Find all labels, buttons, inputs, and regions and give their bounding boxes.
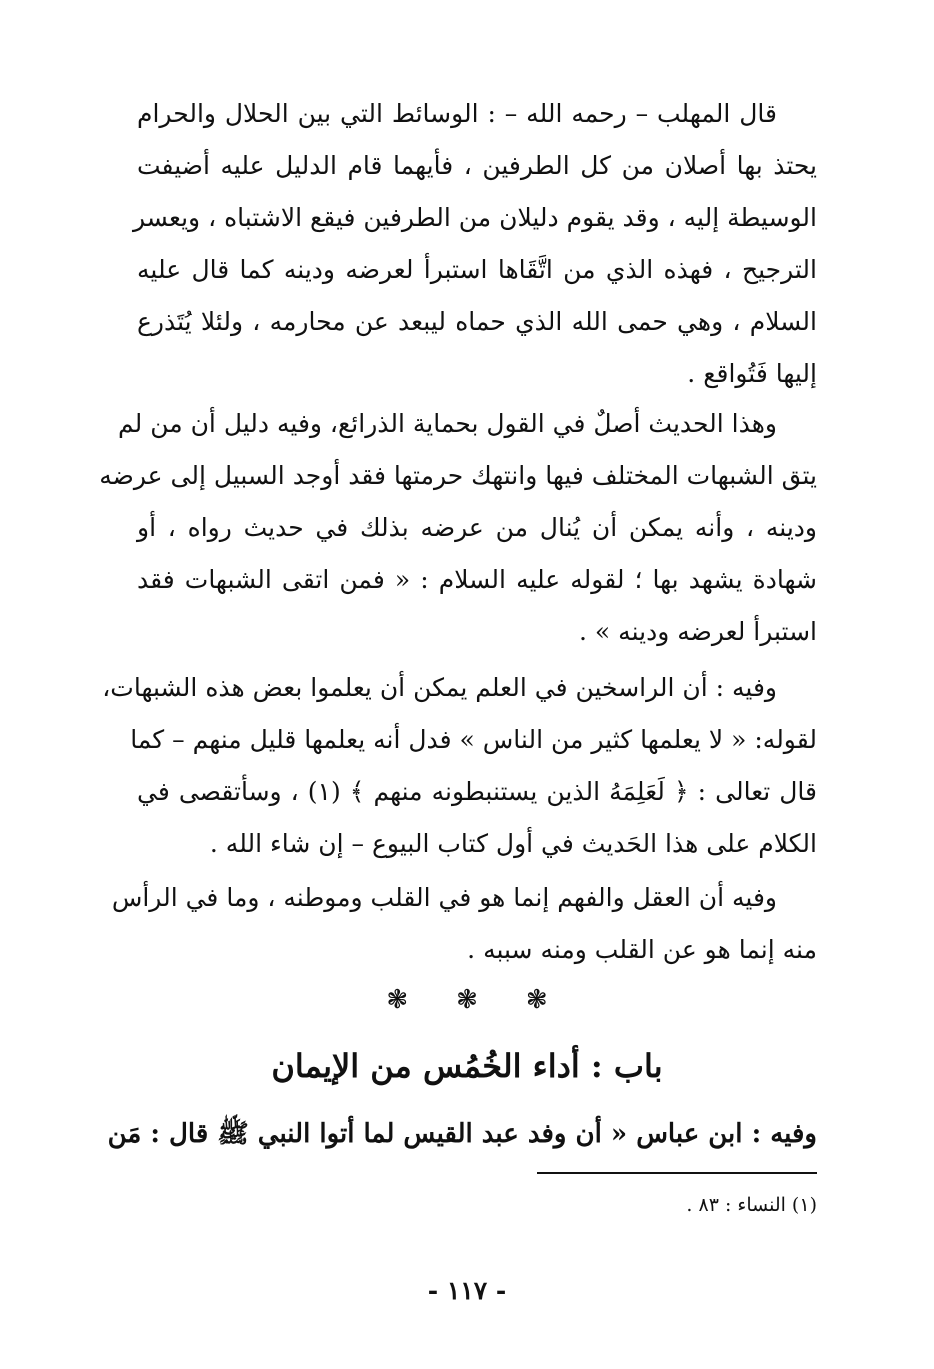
text-line: يحتذ بها أصلان من كل الطرفين ، فأيهما قام الدليل عليه أضيفت — [137, 151, 817, 180]
text-line: وفيه أن العقل والفهم إنما هو في القلب وموطنه ، وما في الرأس — [111, 883, 777, 912]
text-line: قال المهلب – رحمه الله – : الوسائط التي بين الحلال والحرام — [137, 99, 777, 128]
text-line: لقوله: « لا يعلمها كثير من الناس » فدل أنه يعلمها قليل منهم – كما — [130, 725, 817, 754]
text-line: الكلام على هذا الحَديث في أول كتاب البيوع – إن شاء الله . — [209, 829, 817, 858]
section-separator: ❃❃❃ — [386, 985, 596, 1015]
text-line: ودينه ، وأنه يمكن أن يُنال من عرضه بذلك في حديث رواه ، أو — [137, 513, 817, 542]
paragraph-hadith-origin — [99, 398, 817, 658]
text-line: منه إنما هو عن القلب ومنه سببه . — [467, 935, 817, 964]
footnote-divider — [537, 1172, 817, 1174]
chapter-lead-line: وفيه : ابن عباس « أن وفد عبد القيس لما أتوا النبي ﷺ قال : مَن — [107, 1119, 817, 1149]
text-line: وفيه : أن الراسخين في العلم يمكن أن يعلموا بعض هذه الشبهات، — [102, 673, 777, 702]
paragraph-intellect — [111, 872, 817, 976]
chapter-title: باب : أداء الخُمُس من الإيمان — [271, 1047, 663, 1085]
text-line: استبرأ لعرضه ودينه » . — [579, 617, 817, 646]
text-line: الترجيح ، فهذه الذي من اتَّقَاها استبرأ لعرضه ودينه كما قال عليه — [137, 255, 817, 284]
paragraph-muhallab — [132, 88, 817, 400]
page-number: - ١١٧ - — [427, 1276, 507, 1305]
text-line: إليها فَتُواقع . — [687, 359, 817, 388]
text-line: يتق الشبهات المختلف فيها وانتهك حرمتها فقد أوجد السبيل إلى عرضه — [99, 461, 817, 490]
text-line: السلام ، وهي حمى الله الذي حماه ليبعد عن محارمه ، ولئلا يُتَذرع — [137, 307, 817, 336]
footnote: (١) النساء : ٨٣ . — [686, 1194, 817, 1216]
text-line: شهادة يشهد بها ؛ لقوله عليه السلام : « فمن اتقى الشبهات فقد — [137, 565, 817, 594]
paragraph-scholars — [102, 662, 817, 870]
text-line: وهذا الحديث أصلٌ في القول بحماية الذرائع، وفيه دليل أن من لم — [118, 409, 777, 438]
text-line: قال تعالى : ﴿ لَعَلِمَهُ الذين يستنبطونه منهم ﴾ (١) ، وسأتقصى في — [137, 777, 817, 806]
text-line: الوسيطة إليه ، وقد يقوم دليلان من الطرفين فيقع الاشتباه ، ويعسر — [132, 203, 817, 232]
